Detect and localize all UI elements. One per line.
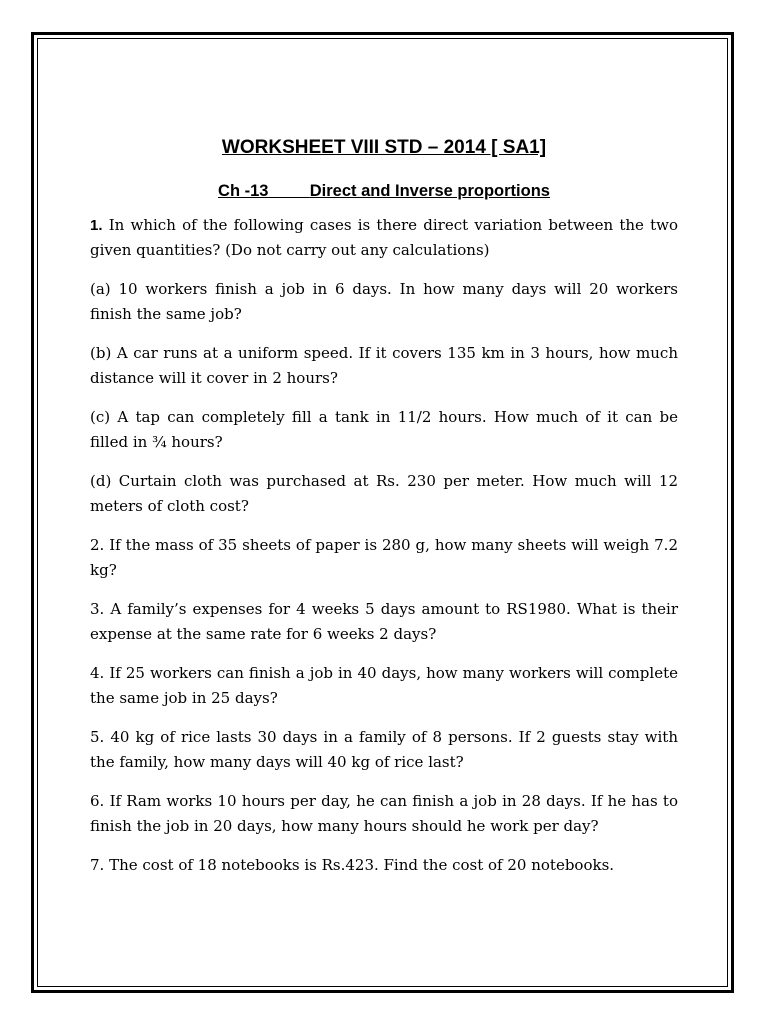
question-7: 7. The cost of 18 notebooks is Rs.423. Find the cost of 20 notebooks. <box>90 856 615 874</box>
worksheet-title: WORKSHEET VIII STD – 2014 [ SA1] <box>221 137 547 158</box>
chapter-label: Ch -13 <box>218 182 269 200</box>
question-1b: (b) A car runs at a uniform speed. If it covers 135 km in 3 hours, how much distance will it cover in 2 hours? <box>90 344 678 387</box>
question-1 <box>90 213 678 263</box>
question-5: 5. 40 kg of rice lasts 30 days in a family of 8 persons. If 2 guests stay with the family, how many days will 40 kg of rice last? <box>90 728 678 771</box>
question-1a: (a) 10 workers finish a job in 6 days. In how many days will 20 workers finish the same job? <box>90 280 678 323</box>
worksheet-content <box>90 134 678 892</box>
question-3: 3. A family’s expenses for 4 weeks 5 days amount to RS1980. What is their expense at the same rate for 6 weeks 2 days? <box>90 600 678 643</box>
question-1-text: In which of the following cases is there direct variation between the two given quantities? (Do not carry out any calculations) <box>90 216 678 259</box>
question-6: 6. If Ram works 10 hours per day, he can finish a job in 28 days. If he has to finish the job in 20 days, how many hours should he work per day? <box>90 792 678 835</box>
question-2: 2. If the mass of 35 sheets of paper is 280 g, how many sheets will weigh 7.2 kg? <box>90 536 678 579</box>
question-4: 4. If 25 workers can finish a job in 40 days, how many workers will complete the same job in 25 days? <box>90 664 678 707</box>
question-1-number: 1. <box>90 217 103 234</box>
chapter-heading <box>90 180 678 202</box>
chapter-title: Direct and Inverse proportions <box>309 182 550 200</box>
question-1d: (d) Curtain cloth was purchased at Rs. 230 per meter. How much will 12 meters of cloth cost? <box>90 472 678 515</box>
question-1c: (c) A tap can completely fill a tank in 11/2 hours. How much of it can be filled in ¾ hours? <box>90 408 678 451</box>
